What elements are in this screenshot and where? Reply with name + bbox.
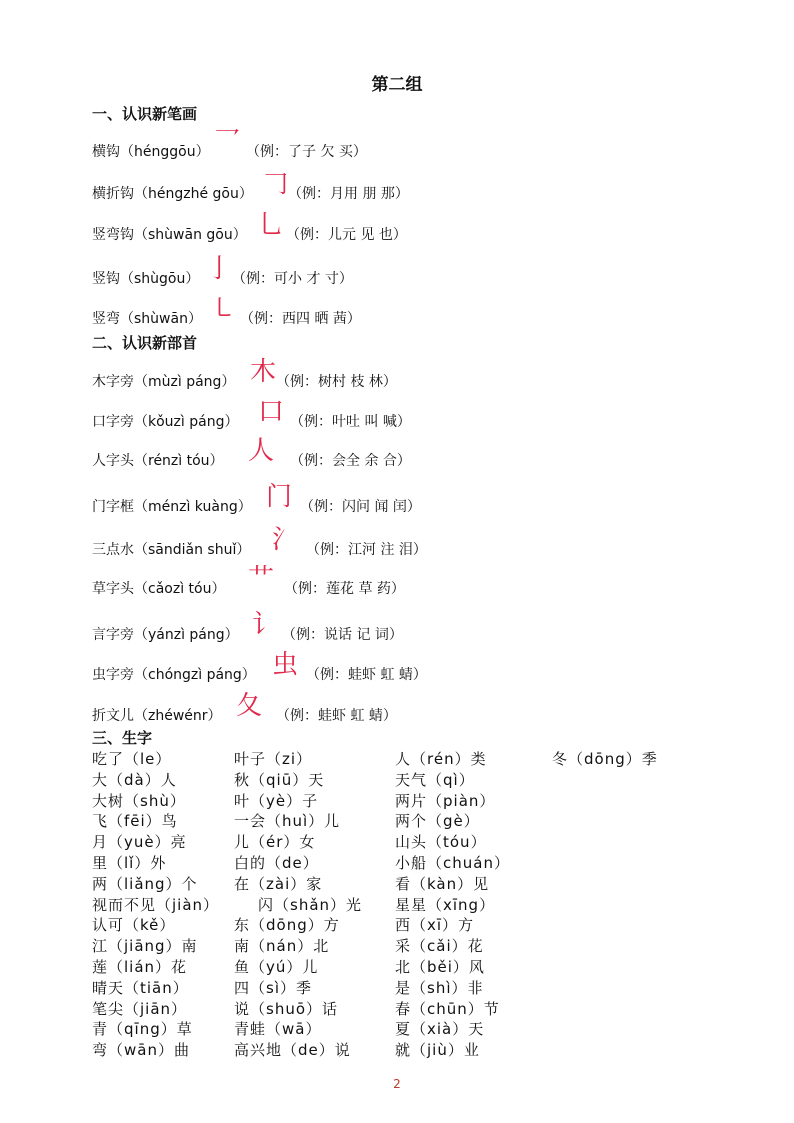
- vocab-item: 两个（gè）: [395, 812, 480, 831]
- radical-glyph: 口: [258, 397, 285, 427]
- radical-glyph: 人: [248, 436, 275, 466]
- radical-example: （例：树村 枝 林）: [276, 374, 397, 390]
- vocab-item: 说（shuō）话: [234, 999, 339, 1018]
- vocab-item: 飞（fēi）鸟: [92, 812, 178, 831]
- radical-name: 三点水（sāndiǎn shuǐ）: [92, 542, 251, 558]
- stroke-name: 竖弯（shùwān）: [92, 311, 202, 327]
- vocab-item: 晴天（tiān）: [92, 978, 189, 997]
- vocab-item: 四（sì）季: [234, 978, 312, 997]
- vocab-item: 星星（xīng）: [395, 895, 496, 914]
- stroke-example: （例：可小 才 寸）: [232, 271, 353, 287]
- page-title: 第二组: [371, 75, 423, 95]
- vocab-item: 西（xī）方: [395, 916, 475, 935]
- vocab-item: 高兴地（de）说: [234, 1041, 351, 1060]
- vocab-item: 认可（kě）: [92, 916, 176, 935]
- vocab-item: 天气（qì）: [395, 770, 475, 789]
- radical-example: （例：说话 记 词）: [282, 627, 403, 643]
- radical-example: （例：江河 注 泪）: [306, 542, 427, 558]
- stroke-glyph: 乛: [214, 127, 241, 157]
- radical-example: （例：莲花 草 药）: [284, 581, 405, 597]
- stroke-glyph: 亅: [206, 254, 233, 284]
- vocab-item: 一会（huì）儿: [234, 812, 341, 831]
- stroke-example: （例：月用 朋 那）: [288, 186, 409, 202]
- vocab-item: 里（lǐ）外: [92, 854, 167, 872]
- vocab-item: 吃了（le）: [92, 750, 172, 768]
- radical-name: 人字头（rénzì tóu）: [92, 453, 224, 469]
- vocab-item: 青蛙（wā）: [234, 1020, 322, 1039]
- radical-glyph: 艹: [248, 564, 275, 594]
- vocab-item: 笔尖（jiān）: [92, 999, 188, 1018]
- stroke-name: 竖弯钩（shùwān gōu）: [92, 227, 247, 243]
- radical-glyph: 虫: [272, 650, 299, 680]
- vocab-item: 叶子（zi）: [234, 750, 313, 768]
- vocab-item: 江（jiāng）南: [92, 937, 198, 956]
- vocab-item: 采（cǎi）花: [395, 937, 484, 956]
- vocab-item: 南（nán）北: [234, 937, 330, 956]
- vocab-item: 鱼（yú）儿: [234, 958, 319, 976]
- vocab-item: 叶（yè）子: [234, 791, 319, 810]
- radical-name: 言字旁（yánzì páng）: [92, 627, 239, 643]
- section-heading-radicals: 二、认识新部首: [92, 334, 198, 352]
- vocab-item: 月（yuè）亮: [92, 833, 187, 852]
- vocab-item: 大树（shù）: [92, 791, 186, 810]
- radical-name: 草字头（cǎozì tóu）: [92, 581, 226, 597]
- vocab-item: 闪（shǎn）光: [258, 895, 363, 914]
- page-number: 2: [393, 1077, 401, 1091]
- vocab-item: 看（kàn）见: [395, 874, 490, 893]
- vocab-item: 夏（xià）天: [395, 1020, 485, 1039]
- radical-glyph: 讠: [252, 610, 279, 640]
- vocab-item: 视而不见（jiàn）: [92, 895, 220, 914]
- radical-example: （例：闪问 闻 闰）: [300, 499, 421, 515]
- vocab-item: 冬（dōng）季: [552, 750, 658, 768]
- radical-name: 虫字旁（chóngzì páng）: [92, 667, 256, 683]
- vocab-item: 就（jiù）业: [395, 1041, 480, 1060]
- vocab-item: 莲（lián）花: [92, 958, 188, 976]
- vocab-item: 东（dōng）方: [234, 916, 340, 935]
- section-heading-characters: 三、生字: [92, 729, 153, 747]
- stroke-glyph: 乚: [258, 210, 285, 240]
- radical-example: （例：蛙虾 虹 蜻）: [306, 667, 427, 683]
- vocab-item: 人（rén）类: [395, 750, 487, 768]
- vocab-item: 两（liǎng）个: [92, 874, 198, 893]
- vocab-item: 大（dà）人: [92, 770, 177, 789]
- radical-name: 门字框（ménzì kuàng）: [92, 499, 252, 515]
- radical-name: 木字旁（mùzì páng）: [92, 374, 236, 390]
- radical-name: 折文儿（zhéwénr）: [92, 708, 222, 724]
- vocab-item: 两片（piàn）: [395, 791, 496, 810]
- vocab-item: 儿（ér）女: [234, 833, 316, 852]
- radical-example: （例：蛙虾 虹 蜻）: [276, 708, 397, 724]
- radical-example: （例：叶吐 叫 喊）: [290, 414, 411, 430]
- section-heading-strokes: 一、认识新笔画: [92, 105, 198, 123]
- vocab-item: 是（shì）非: [395, 978, 484, 997]
- stroke-example: （例：了子 欠 买）: [246, 144, 367, 160]
- vocab-item: 弯（wān）曲: [92, 1041, 190, 1060]
- radical-example: （例：会全 余 合）: [290, 453, 411, 469]
- stroke-glyph: 𠃌: [262, 169, 289, 199]
- vocab-item: 山头（tóu）: [395, 833, 487, 852]
- radical-glyph: 夂: [236, 691, 263, 721]
- radical-glyph: 门: [266, 482, 293, 512]
- radical-glyph: 氵: [272, 525, 299, 555]
- stroke-example: （例：儿元 见 也）: [286, 227, 407, 243]
- stroke-name: 横钩（hénggōu）: [92, 144, 210, 160]
- vocab-item: 春（chūn）节: [395, 999, 500, 1018]
- stroke-glyph: ㇄: [210, 294, 237, 324]
- stroke-example: （例：西四 晒 茜）: [240, 311, 361, 327]
- stroke-name: 竖钩（shùgōu）: [92, 271, 200, 287]
- vocab-item: 白的（de）: [234, 854, 319, 872]
- radical-name: 口字旁（kǒuzì páng）: [92, 414, 239, 430]
- vocab-item: 秋（qiū）天: [234, 770, 325, 789]
- vocab-item: 小船（chuán）: [395, 854, 510, 872]
- radical-glyph: 木: [250, 357, 277, 387]
- stroke-name: 横折钩（héngzhé gōu）: [92, 186, 253, 202]
- vocab-item: 北（běi）风: [395, 958, 485, 976]
- vocab-item: 在（zài）家: [234, 874, 323, 893]
- vocab-item: 青（qīng）草: [92, 1020, 193, 1039]
